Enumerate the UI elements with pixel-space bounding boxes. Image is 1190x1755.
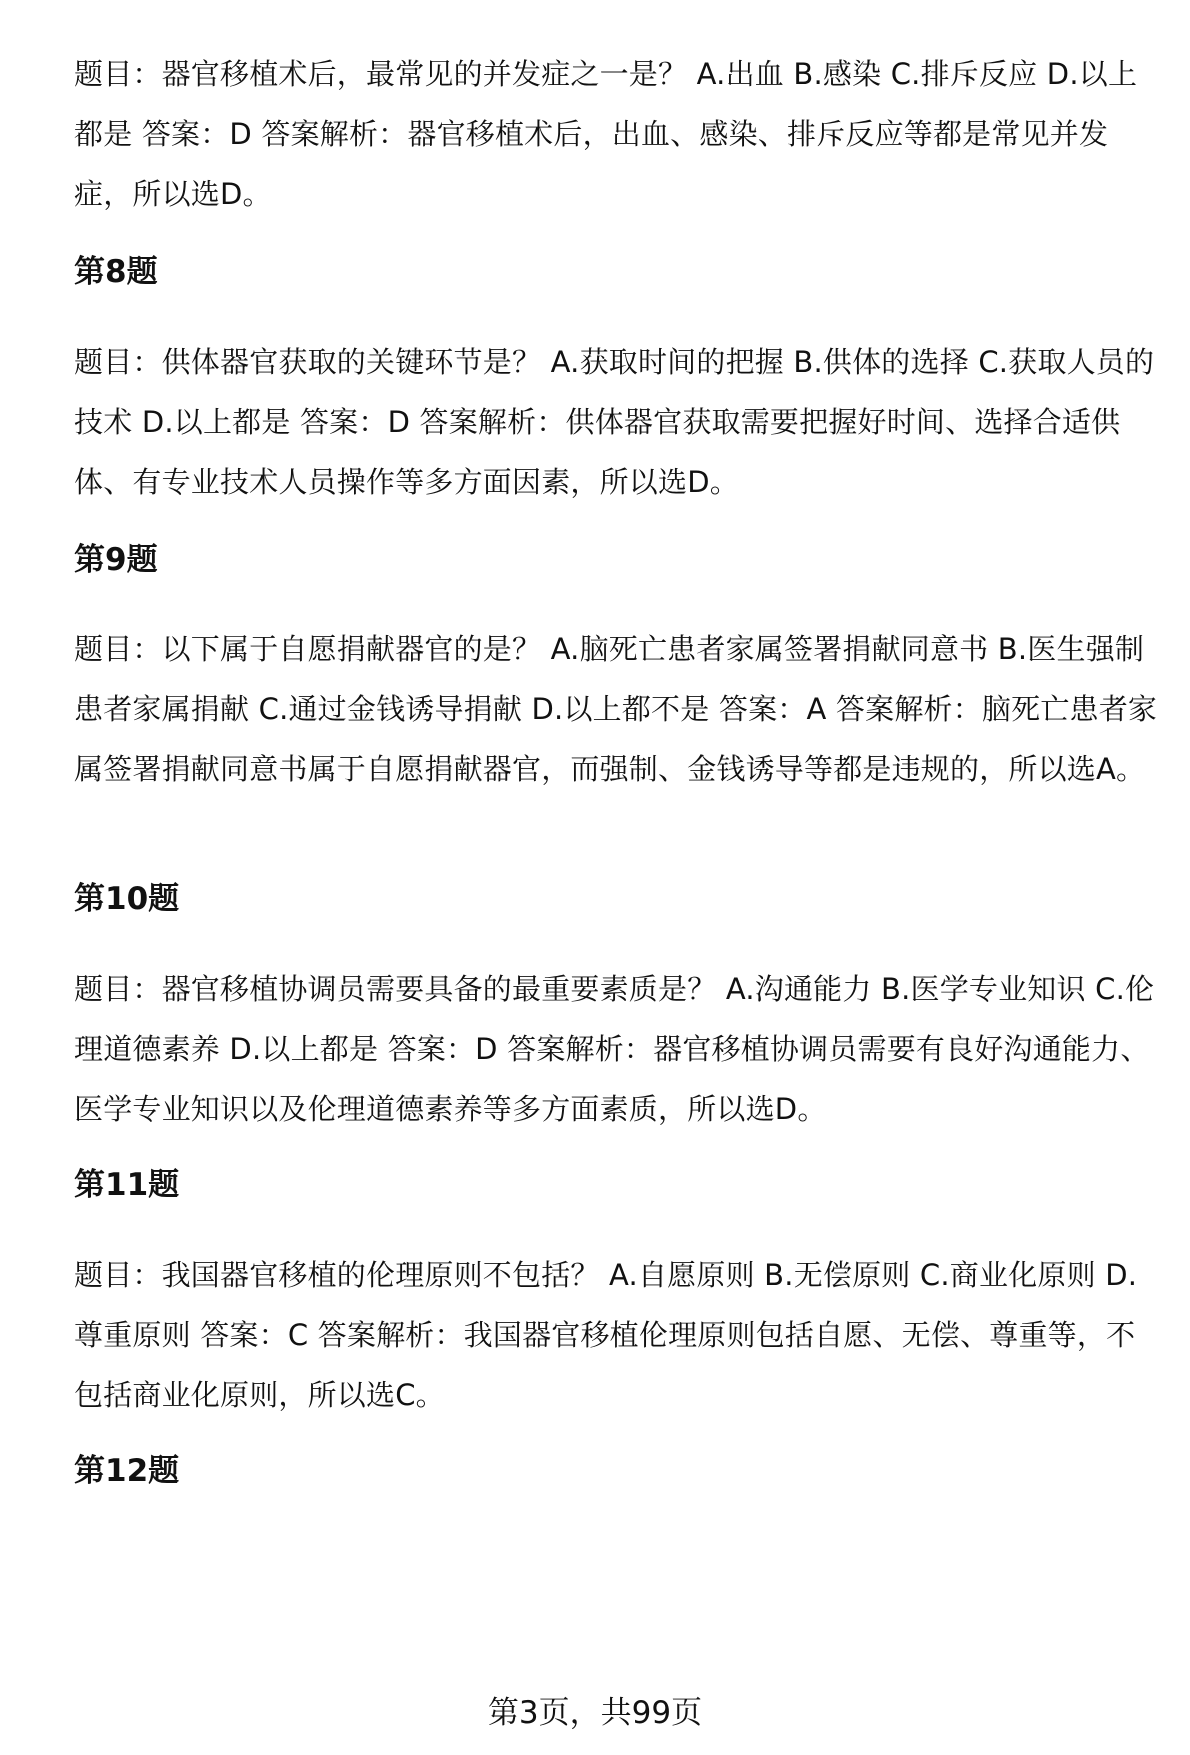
question-9-heading: 第9题 xyxy=(74,542,158,578)
question-11-body: 题目：我国器官移植的伦理原则不包括？ A.自愿原则 B.无偿原则 C.商业化原则 D.尊重原则 答案：C 答案解析：我国器官移植伦理原则包括自愿、无偿、尊重等，不包括商业化原则，所以选C。 xyxy=(74,1258,1138,1412)
question-11-heading: 第11题 xyxy=(74,1167,180,1203)
question-7-body: 题目：器官移植术后，最常见的并发症之一是？ A.出血 B.感染 C.排斥反应 D.以上都是 答案：D 答案解析：器官移植术后，出血、感染、排斥反应等都是常见并发症，所以选D。 xyxy=(74,57,1138,211)
question-8-heading: 第8题 xyxy=(74,254,158,290)
question-12-heading: 第12题 xyxy=(74,1453,180,1489)
question-8-body: 题目：供体器官获取的关键环节是？ A.获取时间的把握 B.供体的选择 C.获取人员的技术 D.以上都是 答案：D 答案解析：供体器官获取需要把握好时间、选择合适供体、有专业技术人员操作等多方面因素，所以选D。 xyxy=(74,345,1155,499)
question-10-heading: 第10题 xyxy=(74,881,180,917)
question-10-body: 题目：器官移植协调员需要具备的最重要素质是？ A.沟通能力 B.医学专业知识 C.伦理道德素养 D.以上都是 答案：D 答案解析：器官移植协调员需要有良好沟通能力、医学专业知识以及伦理道德素养等多方面素质，所以选D。 xyxy=(74,972,1155,1126)
question-9-body: 题目：以下属于自愿捐献器官的是？ A.脑死亡患者家属签署捐献同意书 B.医生强制患者家属捐献 C.通过金钱诱导捐献 D.以上都不是 答案：A 答案解析：脑死亡患者家属签署捐献同意书属于自愿捐献器官，而强制、金钱诱导等都是违规的，所以选A。 xyxy=(74,632,1158,786)
page-number-footer: 第3页，共99页 xyxy=(487,1695,703,1731)
